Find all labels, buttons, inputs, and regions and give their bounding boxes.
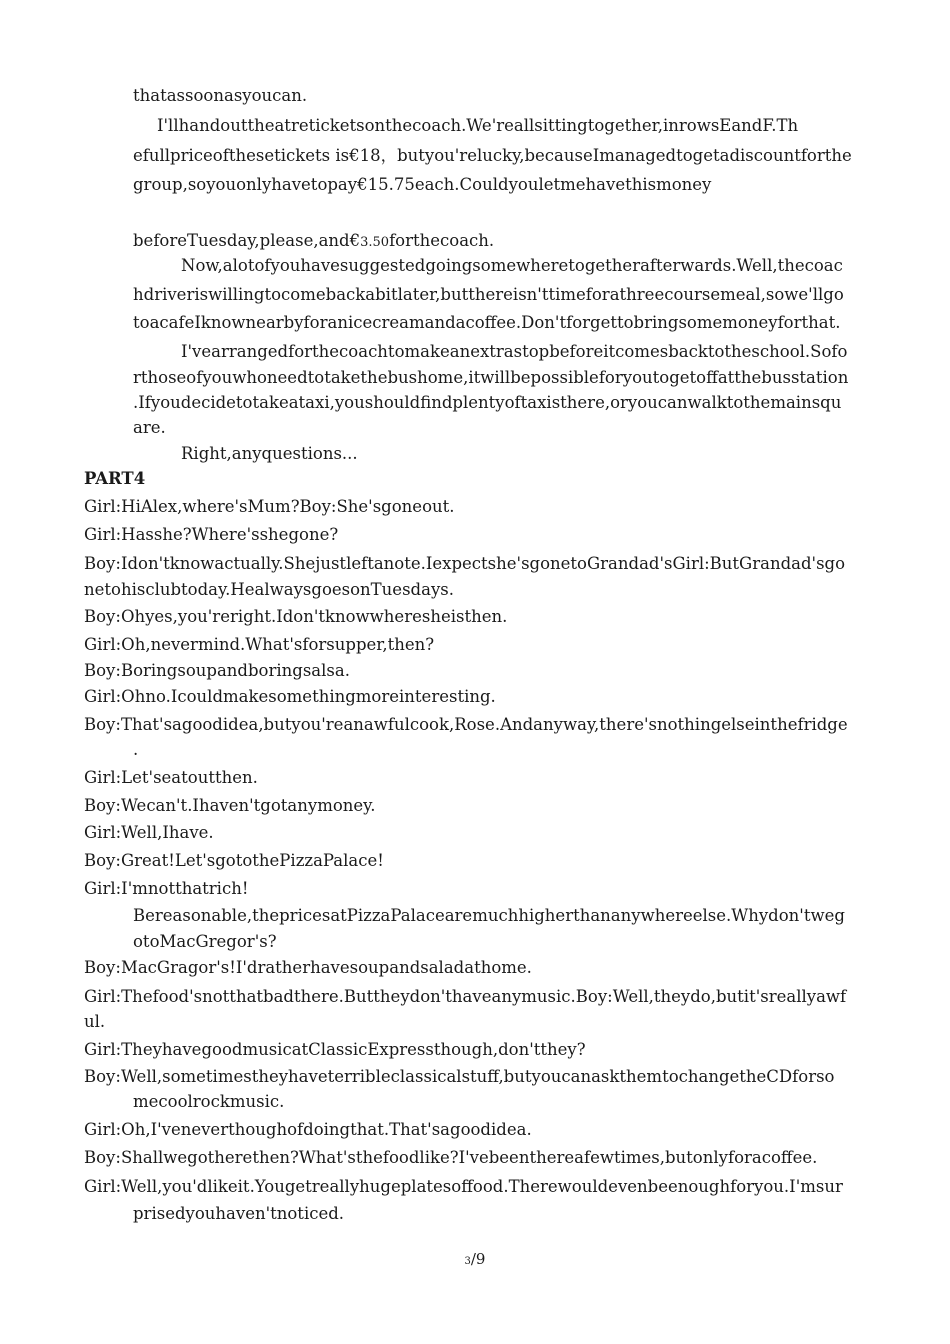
dialogue-line: Girl:Oh,I'veneverthoughofdoingthat.That'sagoodidea. <box>84 1120 532 1139</box>
dialogue-line: Boy:Shallwegotherethen?What'sthefoodlike?I'vebeenthereafewtimes,butonlyforacoffee. <box>84 1148 818 1167</box>
dialogue-line: Boy:Well,sometimestheyhaveterribleclassicalstuff,butyoucanaskthemtochangetheCDforso <box>84 1067 835 1086</box>
text-fragment: beforeTuesday,please,and€ <box>133 231 361 250</box>
text-line <box>133 231 494 253</box>
text-line: efullpriceofthesetickets is€18，butyou'relucky,becauseImanagedtogetadiscountforthe <box>133 146 852 165</box>
text-line: Now,alotofyouhavesuggestedgoingsomewheretogetherafterwards.Well,thecoac <box>181 256 843 275</box>
dialogue-line: ul. <box>84 1012 106 1031</box>
dialogue-line: Girl:Well,you'dlikeit.Yougetreallyhugeplatesoffood.Therewouldevenbeenoughforyou.I'msur <box>84 1177 843 1196</box>
dialogue-line: Boy:MacGragor's!I'dratherhavesoupandsaladathome. <box>84 958 532 977</box>
page-current: 3 <box>464 1256 471 1267</box>
section-heading: PART4 <box>84 469 146 488</box>
dialogue-line: Girl:Hasshe?Where'sshegone? <box>84 525 339 544</box>
dialogue-line: Bereasonable,thepricesatPizzaPalacearemuchhigherthananywhereelse.Whydon'tweg <box>133 906 845 925</box>
dialogue-line: Boy:Ohyes,you'reright.Idon'tknowwheresheisthen. <box>84 607 508 626</box>
text-line: toacafeIknownearbyforanicecreamandacoffee.Don'tforgettobringsomemoneyforthat. <box>133 313 841 332</box>
dialogue-line: Boy:Great!Let'sgotothePizzaPalace! <box>84 851 384 870</box>
text-fragment: forthecoach. <box>389 231 495 250</box>
page-number <box>0 1250 950 1268</box>
dialogue-line: . <box>133 740 139 759</box>
dialogue-line: netohisclubtoday.HealwaysgoesonTuesdays. <box>84 580 454 599</box>
dialogue-line: Boy:Idon'tknowactually.Shejustleftanote.Iexpectshe'sgonetoGrandad'sGirl:ButGrandad'sgo <box>84 554 846 573</box>
dialogue-line: mecoolrockmusic. <box>133 1092 285 1111</box>
dialogue-line: Girl:Well,Ihave. <box>84 823 214 842</box>
dialogue-line: Boy:Boringsoupandboringsalsa. <box>84 661 350 680</box>
text-line: thatassoonasyoucan. <box>133 86 308 105</box>
dialogue-line: Girl:Oh,nevermind.What'sforsupper,then? <box>84 635 435 654</box>
dialogue-line: Boy:Wecan't.Ihaven'tgotanymoney. <box>84 796 376 815</box>
text-line: I'vearrangedforthecoachtomakeanextrastopbeforeitcomesbacktotheschool.Sofo <box>181 342 848 361</box>
text-line: group,soyouonlyhavetopay€15.75each.Couldyouletmehavethismoney <box>133 175 712 194</box>
dialogue-line: Girl:Let'seatoutthen. <box>84 768 258 787</box>
text-line: hdriveriswillingtocomebackabitlater,butthereisn'ttimeforathreecoursemeal,sowe'llgo <box>133 285 844 304</box>
dialogue-line: Girl:HiAlex,where'sMum?Boy:She'sgoneout. <box>84 497 455 516</box>
dialogue-line: Girl:Thefood'snotthatbadthere.Buttheydon'thaveanymusic.Boy:Well,theydo,butit'sreallyawf <box>84 987 847 1006</box>
dialogue-line: Girl:I'mnotthatrich! <box>84 879 249 898</box>
dialogue-line: Boy:That'sagoodidea,butyou'reanawfulcook,Rose.Andanyway,there'snothingelseinthefridge <box>84 715 848 734</box>
dialogue-line: otoMacGregor's? <box>133 932 277 951</box>
text-line: are. <box>133 418 166 437</box>
text-line: I'llhandouttheatreticketsonthecoach.We'reallsittingtogether,inrowsEandF.Th <box>157 116 799 135</box>
page-total: /9 <box>470 1250 486 1268</box>
text-line: rthoseofyouwhoneedtotakethebushome,itwillbepossibleforyoutogetoffatthebusstation <box>133 368 849 387</box>
text-line: Right,anyquestions... <box>181 444 358 463</box>
dialogue-line: Girl:Ohno.Icouldmakesomethingmoreinteresting. <box>84 687 496 706</box>
text-line: .Ifyoudecidetotakeataxi,youshouldfindplentyoftaxisthere,oryoucanwalktothemainsqu <box>133 393 842 412</box>
dialogue-line: prisedyouhaven'tnoticed. <box>133 1204 345 1223</box>
dialogue-line: Girl:TheyhavegoodmusicatClassicExpressthough,don'tthey? <box>84 1040 586 1059</box>
text-fragment: 3.50 <box>360 235 390 250</box>
